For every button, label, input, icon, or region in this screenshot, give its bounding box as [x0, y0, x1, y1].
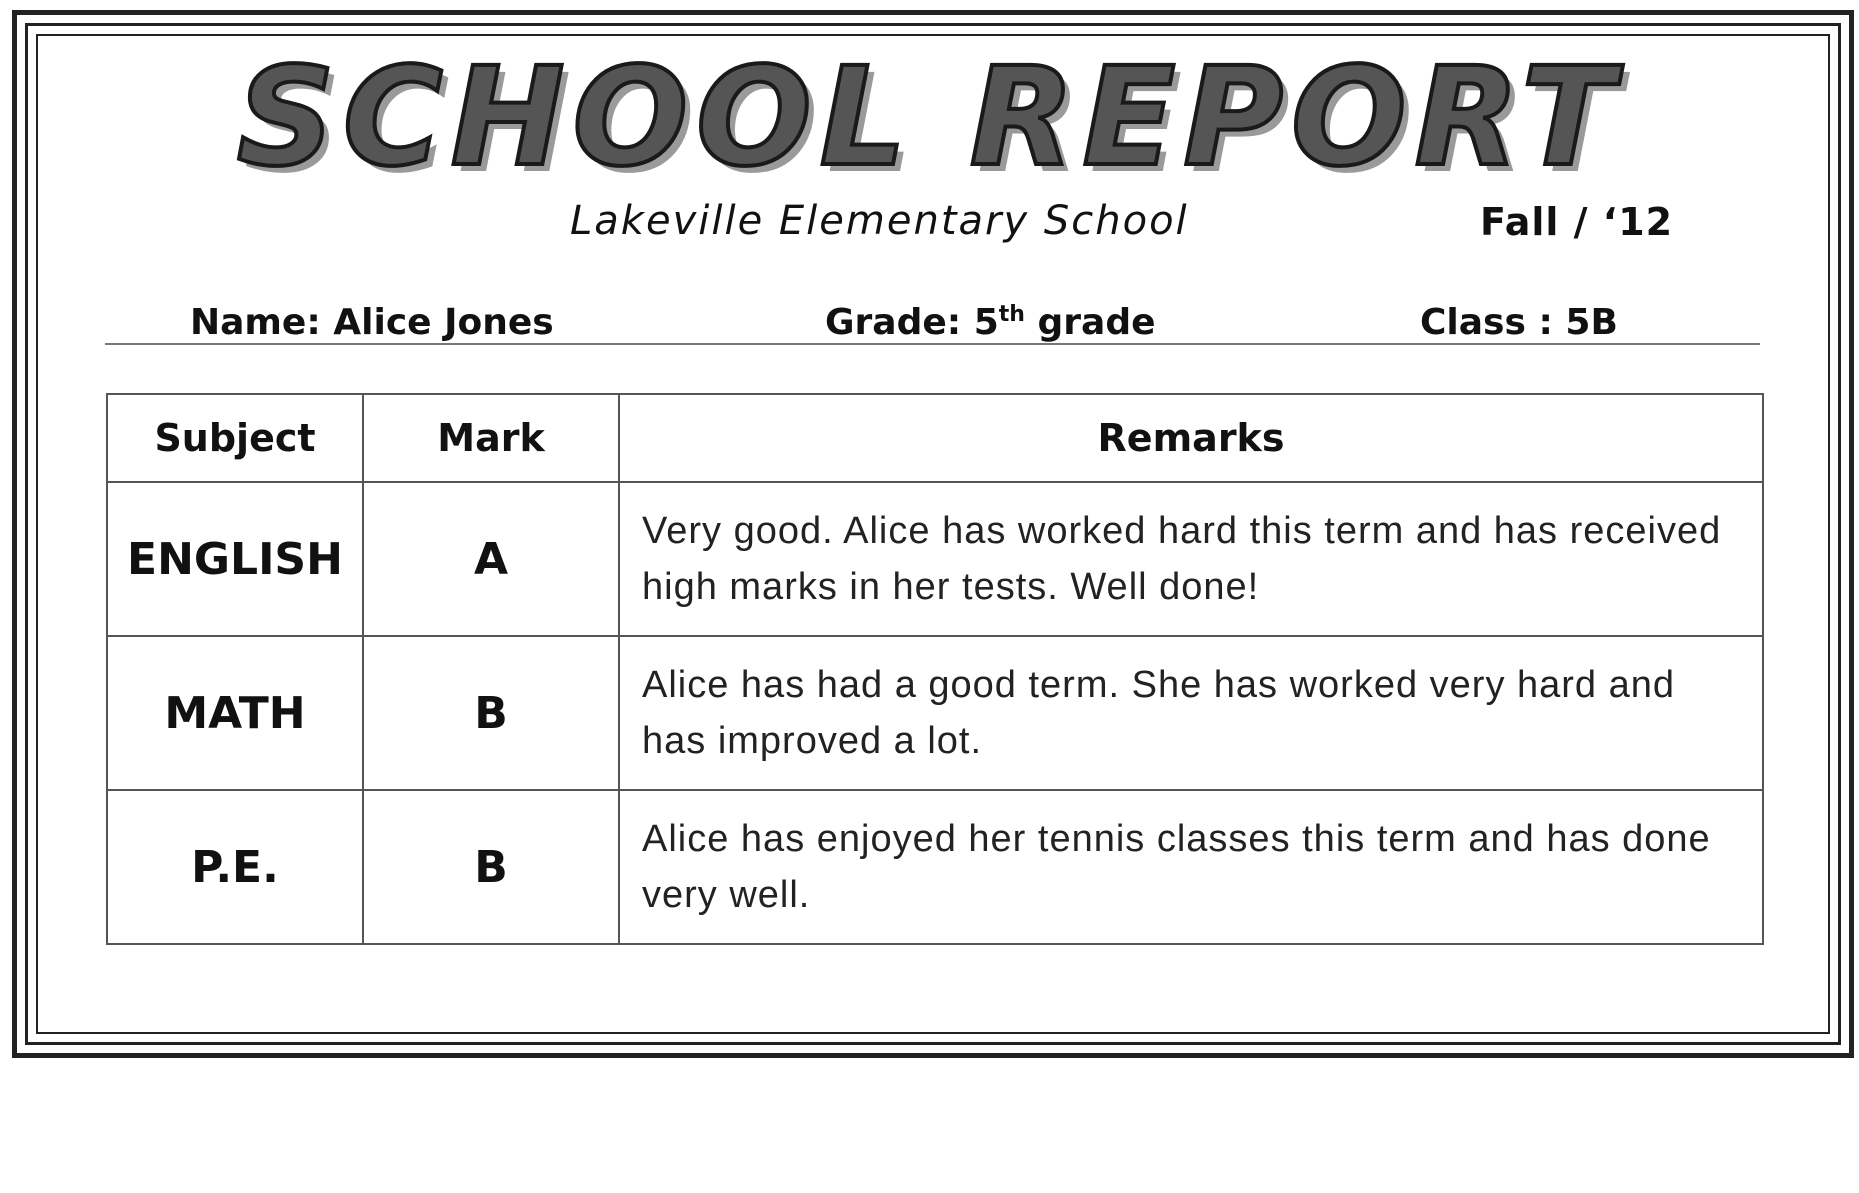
name-label: Name [190, 302, 307, 343]
student-class-field [1420, 302, 1618, 343]
school-name: Lakeville Elementary School [570, 198, 1189, 244]
student-name-field [190, 302, 554, 343]
name-value: Alice Jones [333, 302, 554, 343]
table-row [107, 482, 1763, 636]
subject-cell: P.E. [107, 790, 363, 944]
table-row [107, 636, 1763, 790]
header-subject: Subject [107, 394, 363, 482]
grades-table [106, 393, 1764, 945]
subject-cell: ENGLISH [107, 482, 363, 636]
class-value: 5B [1565, 302, 1618, 343]
remarks-cell: Alice has had a good term. She has worked very hard and has improved a lot. [619, 636, 1763, 790]
mark-cell: B [363, 790, 619, 944]
table-row [107, 790, 1763, 944]
name-colon: : [306, 302, 334, 343]
grade-suffix: th [998, 302, 1025, 327]
mark-cell: A [363, 482, 619, 636]
subject-cell: MATH [107, 636, 363, 790]
grade-space [1025, 302, 1038, 343]
info-divider [105, 343, 1760, 345]
grade-number: 5 [973, 302, 999, 343]
class-label: Class [1420, 302, 1526, 343]
mark-cell: B [363, 636, 619, 790]
header-mark: Mark [363, 394, 619, 482]
header-remarks: Remarks [619, 394, 1763, 482]
remarks-cell: Very good. Alice has worked hard this term and has received high marks in her tests. Well done! [619, 482, 1763, 636]
table-header-row [107, 394, 1763, 482]
grade-word: grade [1037, 302, 1156, 343]
class-colon: : [1525, 302, 1566, 343]
grade-colon: : [946, 302, 974, 343]
remarks-cell: Alice has enjoyed her tennis classes this term and has done very well. [619, 790, 1763, 944]
student-grade-field [825, 302, 1156, 343]
term-label: Fall / ‘12 [1480, 200, 1674, 244]
grade-label: Grade [825, 302, 947, 343]
report-title: SCHOOL REPORT [236, 39, 1623, 197]
